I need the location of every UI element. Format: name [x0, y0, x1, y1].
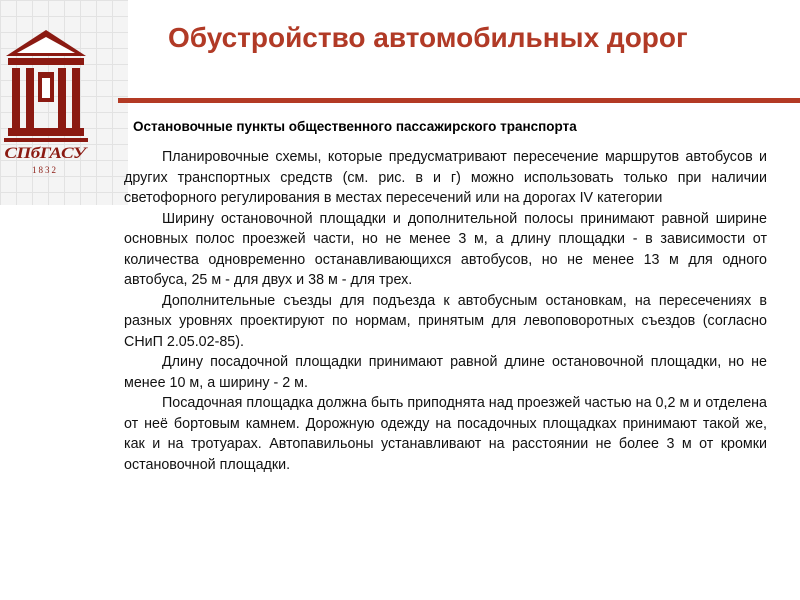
- body-text: [124, 147, 767, 475]
- title-divider: [118, 98, 800, 103]
- paragraph: Дополнительные съезды для подъезда к автобусным остановкам, на пересечениях в разных уровнях проектируют по нормам, принятым для левоповоротных съездов (согласно СНиП 2.05.02-85).: [124, 292, 767, 350]
- paragraph: Посадочная площадка должна быть приподнята над проезжей частью на 0,2 м и отделена от неё бортовым камнем. Дорожную одежду на посадочных площадках принимают такой же, как и на тротуарах. Автопавильоны устанавливают на расстоянии не более 3 м от кромки остановочной площадки.: [124, 395, 767, 473]
- section-heading: Остановочные пункты общественного пассажирского транспорта: [133, 119, 577, 134]
- paragraph: Ширину остановочной площадки и дополнительной полосы принимают равной ширине основных полос проезжей части, но не менее 3 м, а длину площадки - в зависимости от количества одновременно останавливающихся автобусов, но не менее 13 м для одного автобуса, 25 м - для двух и 38 м - для трех.: [124, 210, 767, 288]
- page-title: Обустройство автомобильных дорог: [168, 22, 688, 53]
- logo-year: 1832: [32, 165, 58, 175]
- paragraph: Длину посадочной площадки принимают равной длине остановочной площадки, но не менее 10 м, а ширину - 2 м.: [124, 354, 767, 391]
- logo-wordmark: СПбГАСУ: [4, 144, 86, 163]
- paragraph: Планировочные схемы, которые предусматривают пересечение маршрутов автобусов и других транспортных средств (см. рис. в и г) можно использовать только при наличии светофорного регулирования в местах пересечений или на дорогах IV категории: [124, 149, 767, 206]
